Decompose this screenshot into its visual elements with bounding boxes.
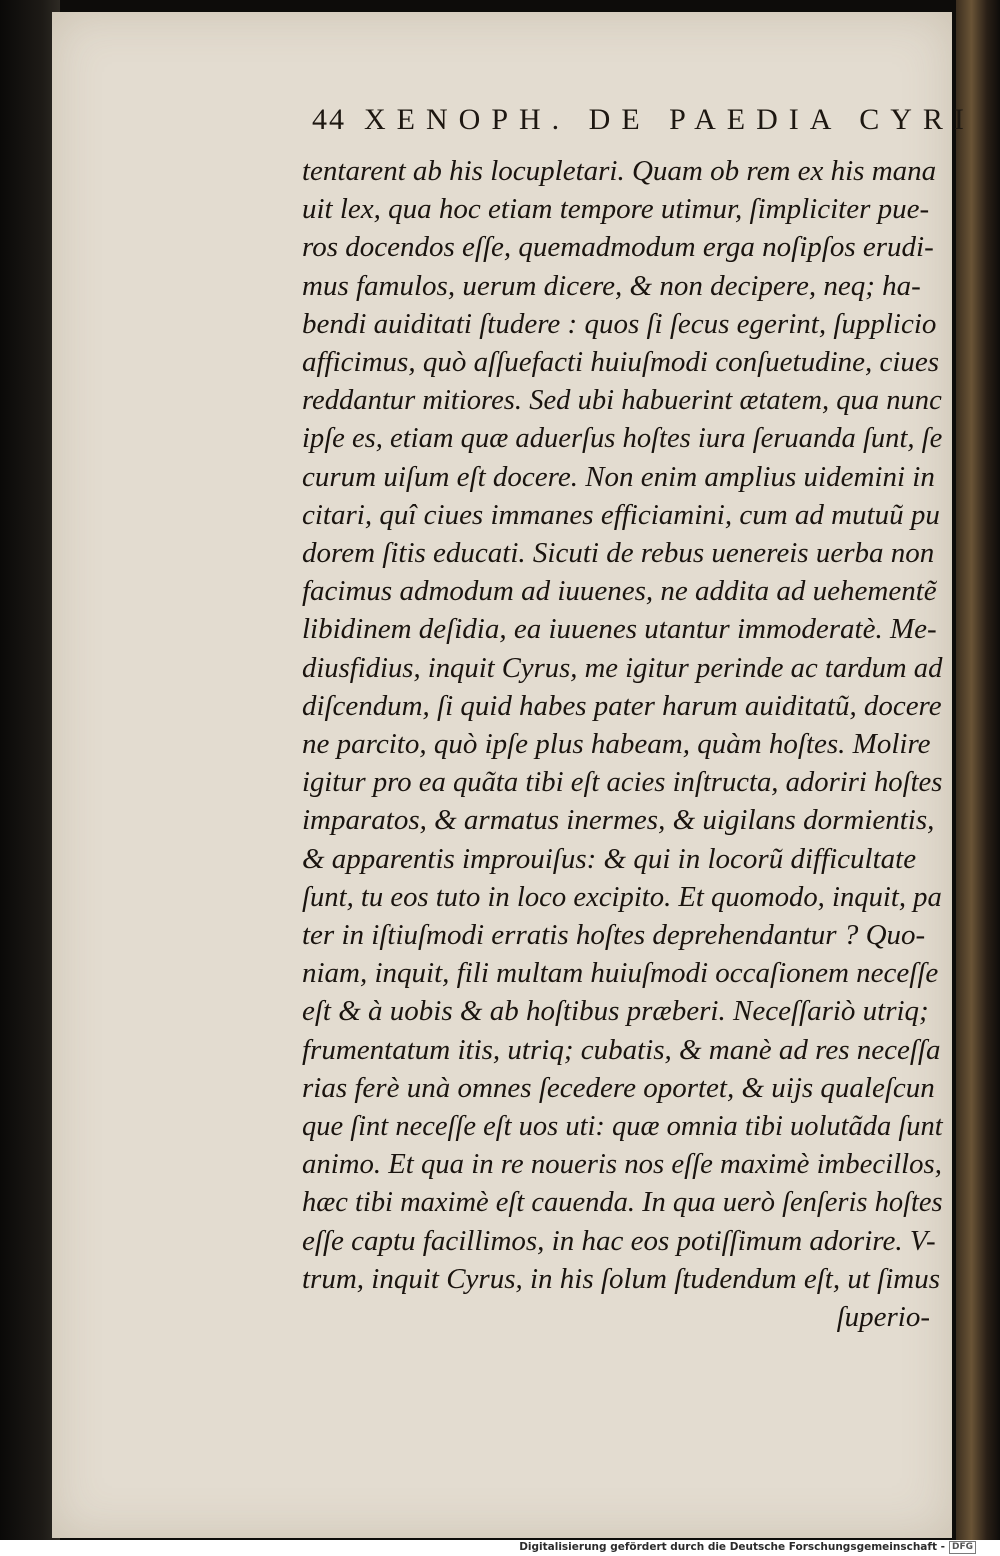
text-line: eſſe captu facillimos, in hac eos potiſſimum adorire. V- [302,1224,936,1257]
digitization-credit [519,1539,976,1555]
text-line: ros docendos eſſe, quemadmodum erga noſipſos erudi- [302,231,934,264]
text-line: animo. Et qua in re noueris nos eſſe maximè imbecillos, [302,1148,942,1181]
text-line: ipſe es, etiam quæ aduerſus hoſtes iura ſeruanda ſunt, ſe [302,422,943,455]
credit-text: Digitalisierung gefördert durch die Deutsche Forschungsgemeinschaft - [519,1541,945,1553]
text-line: que ſint neceſſe eſt uos uti: quæ omnia tibi uolutãda ſunt [302,1110,943,1143]
text-line: hæc tibi maximè eſt cauenda. In qua uerò ſenſeris hoſtes [302,1186,943,1219]
text-line: libidinem deſidia, ea iuuenes utantur immoderatè. Me- [302,613,937,646]
text-line: afficimus, quò aſſuefacti huiuſmodi conſuetudine, ciues [302,346,940,379]
catchword: ſuperio- [836,1301,930,1334]
book-binding-edge [0,0,60,1540]
text-line: diusfidius, inquit Cyrus, me igitur perinde ac tardum ad [302,651,943,684]
body-text [302,152,942,1336]
text-line: tentarent ab his locupletari. Quam ob rem ex his mana [302,155,937,187]
text-line: frumentatum itis, utriq; cubatis, & manè ad res neceſſa [302,1033,941,1066]
text-line: mus famulos, uerum dicere, & non decipere, neq; ha- [302,269,921,302]
text-line: ter in iſtiuſmodi erratis hoſtes deprehendantur ? Quo- [302,919,926,952]
text-line: trum, inquit Cyrus, in his ſolum ſtudendum eſt, ut ſimus [302,1262,941,1295]
text-line: & apparentis improuiſus: & qui in locorũ difficultate [302,842,917,875]
dfg-logo-icon: DFG [949,1541,976,1554]
book-fore-edge [956,0,1000,1540]
text-line: igitur pro ea quãta tibi eſt acies inſtructa, adoriri hoſtes [302,766,943,799]
text-line: bendi auiditati ſtudere : quos ſi ſecus egerint, ſupplicio [302,307,937,340]
running-head-title: XENOPH. DE PAEDIA CYRI [364,103,975,136]
text-line: ne parcito, quò ipſe plus habeam, quàm hoſtes. Molire [302,728,931,761]
text-line: ſunt, tu eos tuto in loco excipito. Et quomodo, inquit, pa [302,880,942,913]
text-line: facimus admodum ad iuuenes, ne addita ad uehementẽ [302,575,937,608]
text-line: eſt & à uobis & ab hoſtibus præberi. Neceſſariò utriq; [302,995,929,1028]
text-line: imparatos, & armatus inermes, & uigilans dormientis, [302,804,935,837]
text-line: diſcendum, ſi quid habes pater harum auiditatũ, docere [302,689,942,722]
text-line: reddantur mitiores. Sed ubi habuerint ætatem, qua nunc [302,384,942,417]
text-line: uit lex, qua hoc etiam tempore utimur, ſimpliciter pue- [302,193,930,226]
running-head [312,103,975,137]
text-line: citari, quî ciues immanes efficiamini, cum ad mutuũ pu [302,498,940,531]
text-line: niam, inquit, fili multam huiuſmodi occaſionem neceſſe [302,957,939,990]
text-line: rias ferè unà omnes ſecedere oportet, & uijs qualeſcun [302,1071,935,1104]
text-line: curum uiſum eſt docere. Non enim amplius uidemini in [302,460,935,493]
text-line: dorem ſitis educati. Sicuti de rebus uenereis uerba non [302,537,935,570]
page-number: 44 [312,103,346,136]
